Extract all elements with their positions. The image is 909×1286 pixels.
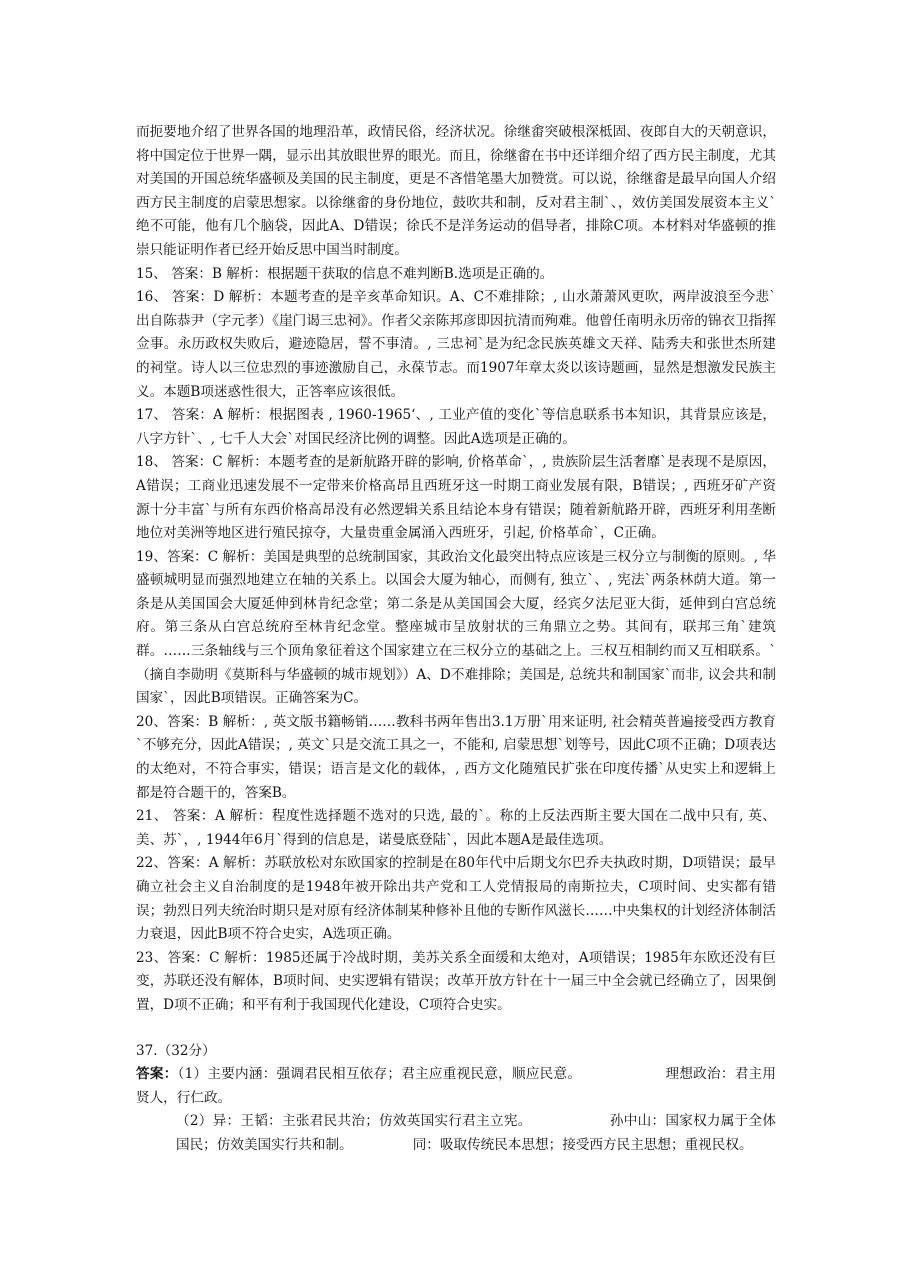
answer-19: 19、答案：C 解析：美国是典型的总统制国家，其政治文化最突出特点应该是三权分立与制衡的原则。, 华盛顿城明显而强烈地建立在轴的关系上。以国会大厦为轴心，而侧有, 独立`、, 宪法`两条林荫大道。第一条是从美国国会大厦延伸到林肯纪念堂；第二条是从美国国会大厦，经宾夕法尼亚大街，延伸到白宫总统府。第三条从白宫总统府至林肯纪念堂。整座城市呈放射状的三角鼎立之势。其间有，联邦三角`建筑群。……三条轴线与三个顶角象征着这个国家建立在三权分立的基础之上。三权互相制约而又互相联系。`（摘自李勋明《莫斯科与华盛顿的城市规划》）A、D不难排除；美国是, 总统共和制国家`而非, 议会共和制国家`，因此B项错误。正确答案为C。 <box>136 548 776 707</box>
question-37-heading: 37.（32分） <box>136 1042 216 1059</box>
section-spacer <box>136 1018 776 1040</box>
question-37-part-2 <box>136 1110 776 1157</box>
answer-18: 18、 答案：C 解析：本题考查的是新航路开辟的影响, 价格革命`，, 贵族阶层生活奢靡`是表现不是原因，A错误；工商业迅速发展不一定带来价格高昂且西班牙这一时期工商业发展有限，B错误；, 西班牙矿产资源十分丰富`与所有东西价格高昂没有必然逻辑关系且结论本身有错误；随着新航路开辟，西班牙利用垄断地位对美洲等地区进行殖民掠夺，大量贵重金属涌入西班牙，引起, 价格革命`，C正确。 <box>136 454 776 542</box>
intro-paragraph: 而扼要地介绍了世界各国的地理沿革，政情民俗，经济状况。徐继畬突破根深柢固、夜郎自大的天朝意识，将中国定位于世界一隅，显示出其放眼世界的眼光。而且，徐继畬在书中还详细介绍了西方民主制度，尤其对美国的开国总统华盛顿及美国的民主制度，更是不吝惜笔墨大加赞赏。可以说，徐继畬是最早向国人介绍西方民主制度的启蒙思想家。以徐继畬的身份地位，鼓吹共和制，反对君主制`、，效仿美国发展资本主义`绝不可能，他有几个脑袋，因此A、D错误；徐氏不是洋务运动的倡导者，排除C项。本材料对华盛顿的推崇只能证明作者已经开始反思中国当时制度。 <box>136 124 776 258</box>
question-37-part-1 <box>136 1063 776 1110</box>
part-2-difference-sunzhongshan: 孙中山：国家权力属于全体国民；仿效美国实行共和制。 <box>176 1113 776 1153</box>
answer-label: 答案： <box>136 1066 178 1083</box>
document-body <box>136 121 776 1158</box>
part-2-similarity: 同：吸取传统民本思想；接受西方民主思想；重视民权。 <box>412 1136 753 1153</box>
part-1-ideal-politics: 理想政治：君主用贤人，行仁政。 <box>136 1066 776 1106</box>
answer-17: 17、 答案：A 解析：根据图表 , 1960-1965‘、, 工业产值的变化`等信息联系书本知识，其背景应该是，八字方针`、, 七千人大会`对国民经济比例的调整。因此A选项是正确的。 <box>136 407 776 447</box>
part-2-difference-wangtao: （2）异：王韬：主张君民共治；仿效英国实行君主立宪。 <box>176 1113 532 1130</box>
answer-21: 21、 答案：A 解析：程度性选择题不选对的只选, 最的`。称的上反法西斯主要大国在二战中只有, 英、美、苏`，, 1944年6月`得到的信息是，诺曼底登陆`，因此本题A是最佳选项。 <box>136 808 776 848</box>
answer-15: 15、 答案：B 解析：根据题干获取的信息不难判断B.选项是正确的。 <box>136 265 554 282</box>
answer-16: 16、 答案：D 解析：本题考查的是辛亥革命知识。A、C不难排除；, 山水萧萧风更吹，两岸波浪至今悲`出自陈恭尹（字元孝）《崖门谒三忠祠》。作者父亲陈邦彦即因抗清而殉难。他曾任南明永历帝的锦衣卫指挥佥事。永历政权失败后，避迹隐居，誓不事清。, 三忠祠`是为纪念民族英雄文天祥、陆秀夫和张世杰所建的祠堂。诗人以三位忠烈的事迹激励自己，永葆节志。而1907年章太炎以该诗题画，显然是想激发民族主义。本题B项迷惑性很大，正答率应该很低。 <box>136 289 776 400</box>
part-1-main-meaning: （1）主要内涵：强调君民相互依存；君主应重视民意，顺应民意。 <box>177 1066 582 1083</box>
answer-23: 23、答案：C 解析：1985还属于冷战时期，美苏关系全面缓和太绝对，A项错误；1985年东欧还没有巨变，苏联还没有解体，B项时间、史实逻辑有错误；改革开放方针在十一届三中全会就已经确立了，因果倒置，D项不正确；和平有利于我国现代化建设，C项符合史实。 <box>136 949 776 1013</box>
answer-22: 22、答案：A 解析：苏联放松对东欧国家的控制是在80年代中后期戈尔巴乔夫执政时期，D项错误；最早确立社会主义自治制度的是1948年被开除出共产党和工人党情报局的南斯拉夫，C项时间、史实都有错误；勃烈日列夫统治时期只是对原有经济体制某种修补且他的专断作风滋长……中央集权的计划经济体制活力衰退，因此B项不符合史实，A选项正确。 <box>136 855 776 943</box>
answer-20: 20、答案：B 解析：, 英文版书籍畅销……教科书两年售出3.1万册`用来证明, 社会精英普遍接受西方教育`不够充分，因此A错误；, 英文`只是交流工具之一，不能和, 启蒙思想`划等号，因此C项不正确；D项表达的太绝对，不符合事实，错误；语言是文化的载体，, 西方文化随殖民扩张在印度传播`从史实上和逻辑上都是符合题干的，答案B。 <box>136 713 776 801</box>
